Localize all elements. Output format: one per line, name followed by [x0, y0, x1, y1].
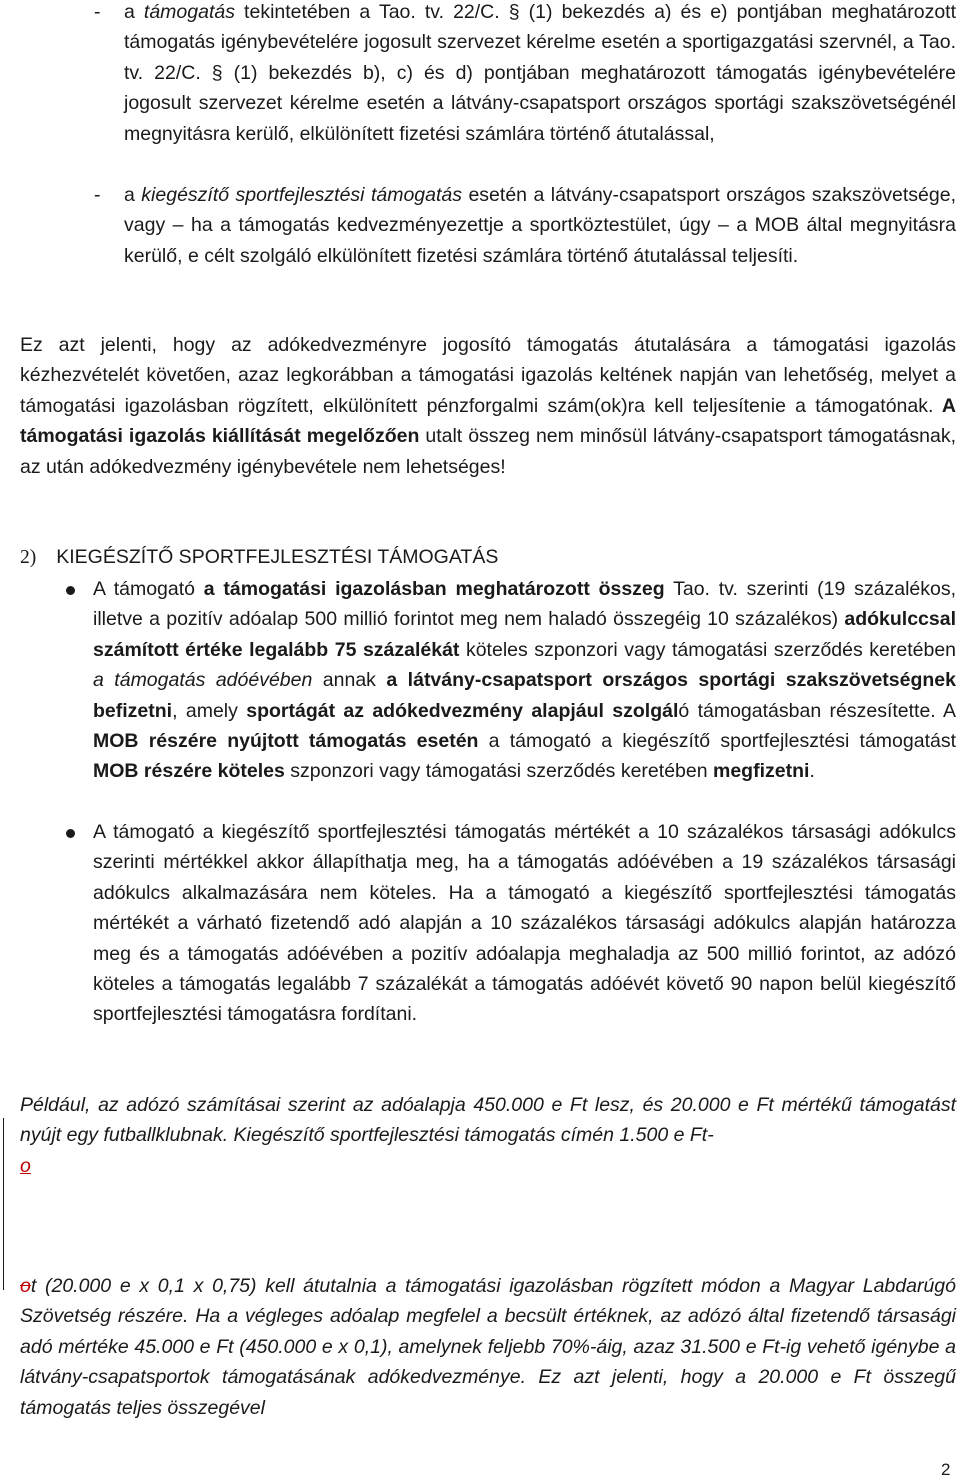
section-heading	[20, 542, 498, 573]
list-item-text: a kiegészítő sportfejlesztési támogatás esetén a látvány-csapatsport országos szakszövetsége, vagy – ha a támogatás kedvezményezettje a sportköztestület, úgy – a MOB által megnyitásra kerülő, e célt szolgáló elkülönített fizetési számlára történő átutalással teljesíti.	[124, 184, 957, 267]
list-item-text: a támogatás tekintetében a Tao. tv. 22/C. § (1) bekezdés a) és e) pontjában meghatározott támogatás igénybevételére jogosult szervezet kérelme esetén a sportigazgatási szervnél, a Tao. tv. 22/C. § (1) bekezdés b), c) és d) pontjában meghatározott támogatás igénybevételére jogosult szervezet kérelme esetén a látvány-csapatsport országos sportági szakszövetségénél megnyitásra kerülő, elkülönített fizetési számlára történő átutalással,	[124, 1, 956, 145]
tracked-insertion: o	[20, 1154, 31, 1177]
section-number: 2)	[20, 547, 37, 568]
change-bar	[3, 1118, 4, 1290]
list-dash: -	[94, 184, 101, 206]
list-item-transfer-recipient	[20, 0, 956, 149]
example-paragraph-part2: ot (20.000 e x 0,1 x 0,75) kell átutalnia a támogatási igazolásban rögzített módon a Magyar Labdarúgó Szövetség részére. Ha a végleges adóalap megfelel a becsült értéknek, az adózó által fizetendő társasági adó mértéke 45.000 e Ft (450.000 e x 0,1), amelynek feljebb 70%-áig, azaz 31.500 e Ft-ig vehető igénybe a látvány-csapatsportok támogatásának adókedvezménye. Ez azt jelenti, hogy a 20.000 e Ft összegű támogatás teljes összegével	[20, 1275, 956, 1419]
list-item-supplementary	[20, 180, 956, 271]
bullet-icon	[66, 586, 75, 595]
list-dash: -	[94, 1, 101, 23]
example-paragraph-part1: Például, az adózó számításai szerint az adóalapja 450.000 e Ft lesz, és 20.000 e Ft mértékű támogatást nyújt egy futballklubnak. Kiegészítő sportfejlesztési támogatás címén 1.500 e Ft- o	[20, 1094, 956, 1177]
bullet-item-obligation: A támogató a támogatási igazolásban meghatározott összeg Tao. tv. szerinti (19 százalékos, illetve a pozitív adóalap 500 millió forintot meg nem haladó összegéig 10 százalékos) adókulccsal számított értéke legalább 75 százalékát köteles szponzori vagy támogatási szerződés keretében a támogatás adóévében annak a látvány-csapatsport országos sportági szakszövetségnek befizetni, amely sportágát az adókedvezmény alapjául szolgáló támogatásban részesítette. A MOB részére nyújtott támogatás esetén a támogató a kiegészítő sportfejlesztési támogatást MOB részére köteles szponzori vagy támogatási szerződés keretében megfizetni.	[20, 574, 956, 787]
term-tamogatas: támogatás	[143, 1, 235, 23]
bullet-item-tax-rate: A támogató a kiegészítő sportfejlesztési támogatás mértékét a 10 százalékos társasági adókulcs szerinti mértékkel akkor állapíthatja meg, ha a támogatás adóévében a 19 százalékos társasági adókulcs alkalmazására nem köteles. Ha a támogató a kiegészítő sportfejlesztési támogatás mértékét a várható fizetendő adó alapján a 10 százalékos társasági adókulcs alapján határozza meg és a támogatás adóévében a pozitív adóalapja meghaladja az 500 millió forintot, az adózó köteles a támogatás legalább 7 százalékát a támogatás adóévét követő 90 napon belül kiegészítő sportfejlesztési támogatásra fordítani.	[20, 817, 956, 1030]
bullet-icon	[66, 829, 75, 838]
page-number: 2	[941, 1460, 951, 1479]
paragraph-explanation: Ez azt jelenti, hogy az adókedvezményre jogosító támogatás átutalására a támogatási igazolás kézhezvételét követően, azaz legkorábban a támogatási igazolás keltének napján van lehetőség, melyet a támogatási igazolásban rögzített, elkülönített pénzforgalmi szám(ok)ra kell teljesítenie a támogatónak. A támogatási igazolás kiállítását megelőzően utalt összeg nem minősül látvány-csapatsport támogatásnak, az után adókedvezmény igénybevétele nem lehetséges!	[20, 334, 956, 478]
section-title: KIEGÉSZÍTŐ SPORTFEJLESZTÉSI TÁMOGATÁS	[56, 546, 499, 568]
term-kiegeszito: kiegészítő sportfejlesztési támogatás	[141, 184, 463, 206]
tracked-deletion: o	[20, 1275, 31, 1297]
